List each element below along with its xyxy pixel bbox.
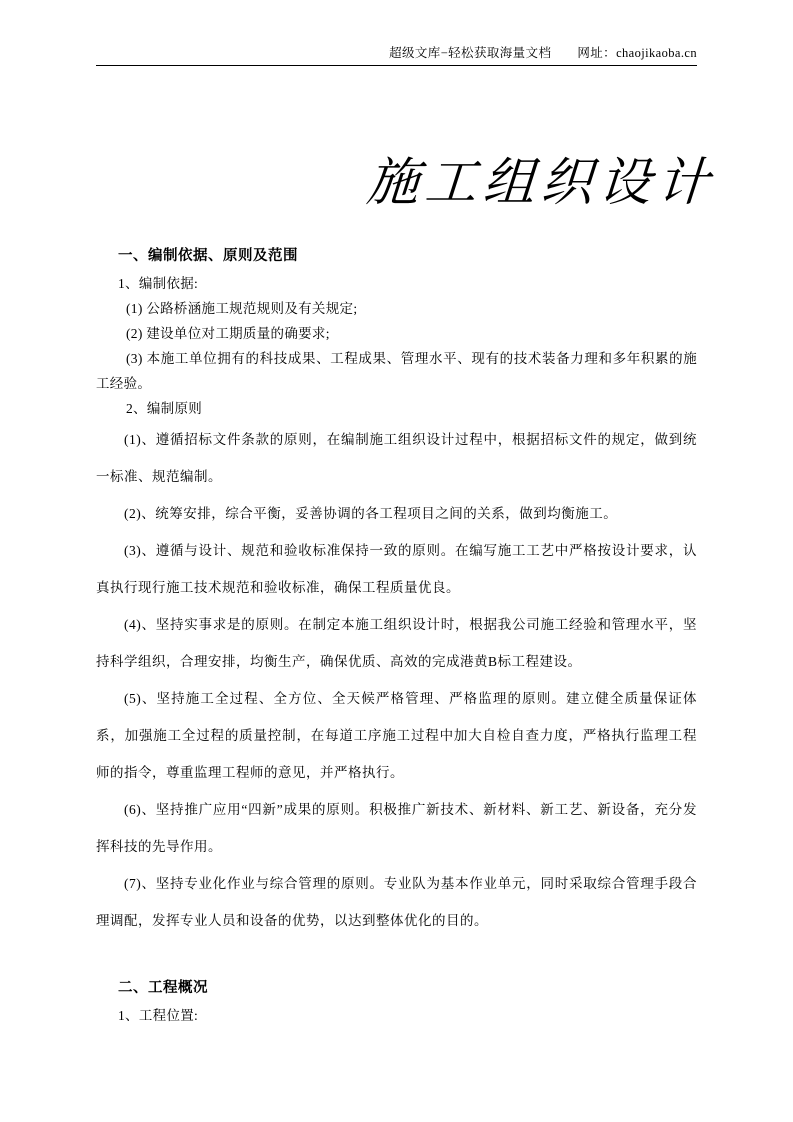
section-heading-1: 一、编制依据、原则及范围 xyxy=(118,248,298,264)
paragraph: 1、编制依据: xyxy=(118,276,199,291)
section-heading-2: 二、工程概况 xyxy=(118,980,208,996)
header-right-text: 网址：chaojikaoba.cn xyxy=(577,46,697,60)
header-text-row xyxy=(96,44,697,65)
paragraph: (4)、坚持实事求是的原则。在制定本施工组织设计时，根据我公司施工经验和管理水平，坚持科学组织，合理安排，均衡生产，确保优质、高效的完成港黄B标工程建设。 xyxy=(96,617,697,669)
paragraph: (2) 建设单位对工期质量的确要求; xyxy=(126,326,330,341)
paragraph: 2、编制原则 xyxy=(126,401,203,416)
header-left-text: 超级文库−轻松获取海量文档 xyxy=(389,46,552,60)
paragraph: (3) 本施工单位拥有的科技成果、工程成果、管理水平、现有的技术装备力理和多年积累的施工经验。 xyxy=(96,351,697,391)
paragraph: (5)、坚持施工全过程、全方位、全天候严格管理、严格监理的原则。建立健全质量保证体系，加强施工全过程的质量控制，在每道工序施工过程中加大自检自查力度，严格执行监理工程师的指令，尊重监理工程师的意见，并严格执行。 xyxy=(96,691,697,780)
paragraph: (1) 公路桥涵施工规范规则及有关规定; xyxy=(126,301,358,316)
paragraph: (6)、坚持推广应用“四新”成果的原则。积极推广新技术、新材料、新工艺、新设备，充分发挥科技的先导作用。 xyxy=(96,802,697,854)
paragraph: (7)、坚持专业化作业与综合管理的原则。专业队为基本作业单元，同时采取综合管理手段合理调配，发挥专业人员和设备的优势，以达到整体优化的目的。 xyxy=(96,876,697,928)
header-divider xyxy=(96,65,697,66)
page-title: 施工组织设计 xyxy=(364,153,718,213)
paragraph: (3)、遵循与设计、规范和验收标准保持一致的原则。在编写施工工艺中严格按设计要求，认真执行现行施工技术规范和验收标准，确保工程质量优良。 xyxy=(96,543,697,595)
paragraph: (2)、统筹安排，综合平衡，妥善协调的各工程项目之间的关系，做到均衡施工。 xyxy=(124,506,618,521)
page-header xyxy=(96,44,697,78)
document-body xyxy=(96,243,697,1028)
paragraph: 1、工程位置: xyxy=(118,1008,199,1023)
paragraph: (1)、遵循招标文件条款的原则，在编制施工组织设计过程中，根据招标文件的规定，做到统一标准、规范编制。 xyxy=(96,432,697,484)
